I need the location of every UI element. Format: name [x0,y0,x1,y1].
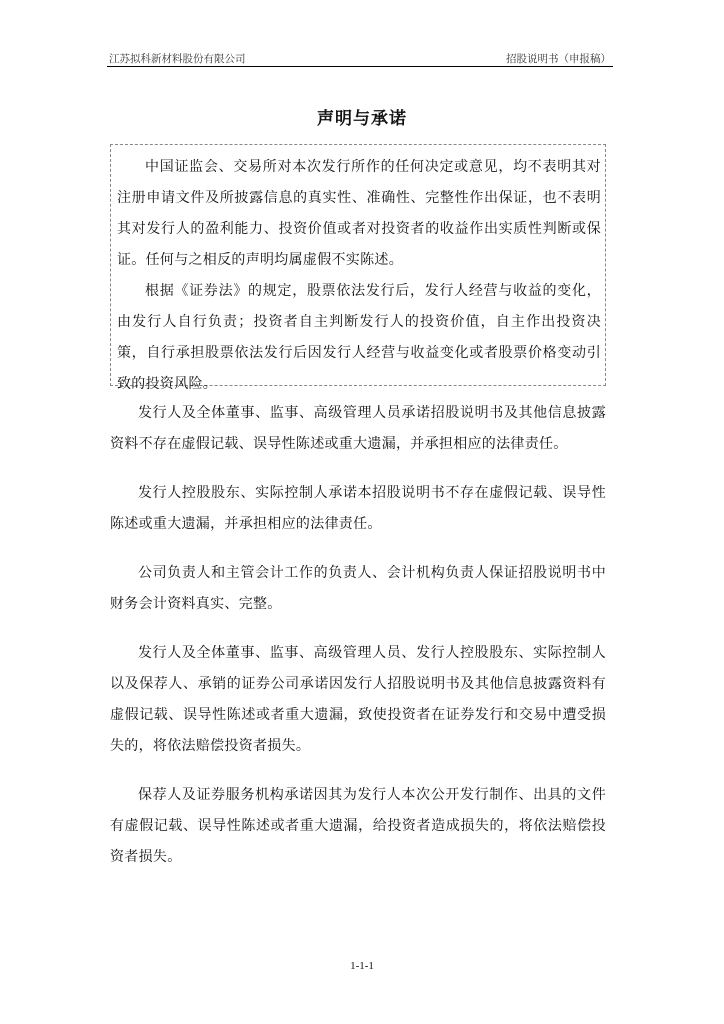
notice-box [110,144,606,392]
header-company-name: 江苏拟科新材料股份有限公司 [109,53,246,65]
page-number: 1-1-1 [350,960,374,972]
notice-paragraph: 根据《证券法》的规定，股票依法发行后，发行人经营与收益的变化，由发行人自行负责；投资者自主判断发行人的投资价值，自主作出投资决策，自行承担股票依法发行后因发行人经营与收益变化或者股票价格变动引致的投资风险。 [117,283,601,392]
notice-paragraph: 中国证监会、交易所对本次发行所作的任何决定或意见，均不表明其对注册申请文件及所披露信息的真实性、准确性、完整性作出保证，也不表明其对发行人的盈利能力、投资价值或者对投资者的收益作出实质性判断或保证。任何与之相反的声明均属虚假不实陈述。 [117,159,601,268]
statement-paragraph: 公司负责人和主管会计工作的负责人、会计机构负责人保证招股说明书中财务会计资料真实、完整。 [110,565,606,612]
statement-body [110,398,606,891]
statement-paragraph: 发行人控股股东、实际控制人承诺本招股说明书不存在虚假记载、误导性陈述或重大遗漏，并承担相应的法律责任。 [110,485,606,532]
statement-paragraph: 发行人及全体董事、监事、高级管理人员承诺招股说明书及其他信息披露资料不存在虚假记载、误导性陈述或重大遗漏，并承担相应的法律责任。 [110,405,606,452]
header-document-type: 招股说明书（申报稿） [506,53,611,65]
statement-paragraph: 保荐人及证券服务机构承诺因其为发行人本次公开发行制作、出具的文件有虚假记载、误导性陈述或者重大遗漏，给投资者造成损失的，将依法赔偿投资者损失。 [110,787,606,865]
page-header [107,46,613,67]
page-title: 声明与承诺 [317,109,407,129]
statement-paragraph: 发行人及全体董事、监事、高级管理人员、发行人控股股东、实际控制人以及保荐人、承销的证券公司承诺因发行人招股说明书及其他信息披露资料有虚假记载、误导性陈述或者重大遗漏，致使投资者在证券发行和交易中遭受损失的，将依法赔偿投资者损失。 [110,645,606,754]
